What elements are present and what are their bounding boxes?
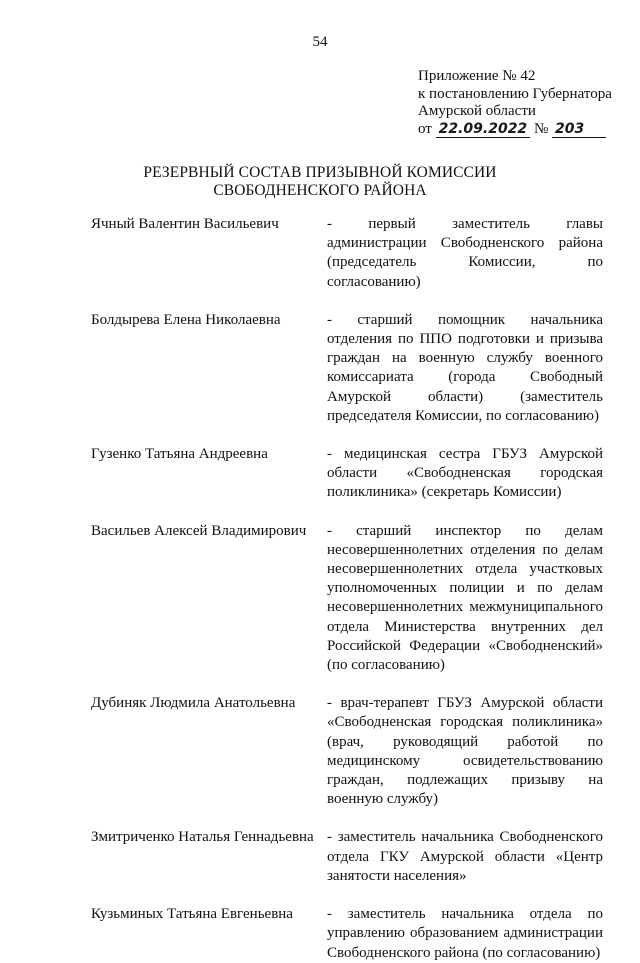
member-row bbox=[91, 311, 603, 426]
member-row bbox=[91, 445, 603, 503]
member-name: Змитриченко Наталья Геннадьевна bbox=[91, 829, 314, 846]
member-role: - заместитель начальника отдела по управлению образованием администрации Свободненского района (по согласованию) bbox=[327, 906, 603, 961]
member-row bbox=[91, 828, 603, 886]
appendix-line-3: Амурской области bbox=[418, 103, 536, 119]
member-role: - старший инспектор по делам несовершеннолетних отделения по делам несовершеннолетних отдела участковых уполномоченных полиции и по делам несовершеннолетних межмуниципального отдела Министерства внутренних дел Российской Федерации «Свободненский» (по согласованию) bbox=[327, 522, 603, 674]
handwritten-date: 22.09.2022 bbox=[436, 121, 531, 138]
appendix-line-1: Приложение № 42 bbox=[418, 68, 536, 84]
appendix-block bbox=[418, 68, 612, 138]
title-line-1: РЕЗЕРВНЫЙ СОСТАВ ПРИЗЫВНОЙ КОМИССИИ bbox=[143, 164, 497, 181]
handwritten-number: 203 bbox=[552, 121, 606, 138]
member-role: - первый заместитель главы администрации Свободненского района (председатель Комиссии, по согласованию) bbox=[327, 216, 603, 290]
member-row bbox=[91, 905, 603, 963]
member-name: Гузенко Татьяна Андреевна bbox=[91, 446, 268, 463]
member-name: Ячный Валентин Васильевич bbox=[91, 216, 279, 232]
date-prefix: от bbox=[418, 120, 432, 137]
title-line-2: СВОБОДНЕНСКОГО РАЙОНА bbox=[213, 182, 427, 199]
member-name: Дубиняк Людмила Анатольевна bbox=[91, 695, 296, 712]
member-name: Болдырева Елена Николаевна bbox=[91, 311, 281, 328]
page-number: 54 bbox=[312, 34, 328, 50]
appendix-line-2: к постановлению Губернатора bbox=[418, 85, 612, 102]
member-row bbox=[91, 694, 603, 809]
member-role: - заместитель начальника Свободненского отдела ГКУ Амурской области «Центр занятости населения» bbox=[327, 829, 603, 884]
member-row bbox=[91, 522, 603, 676]
member-name: Кузьминых Татьяна Евгеньевна bbox=[91, 906, 293, 923]
member-name: Васильев Алексей Владимирович bbox=[91, 522, 307, 539]
member-role: - старший помощник начальника отделения по ППО подготовки и призыва граждан на военную службу военного комиссариата (города Свободный Амурской области) (заместитель председателя Комиссии, по согласованию) bbox=[327, 311, 603, 424]
member-row bbox=[91, 215, 603, 292]
member-role: - врач-терапевт ГБУЗ Амурской области «Свободненская городская поликлиника» (врач, руководящий работой по медицинскому освидетельствованию граждан, подлежащих призыву на военную службу) bbox=[327, 695, 603, 808]
appendix-date-line bbox=[418, 121, 612, 139]
number-prefix: № bbox=[533, 120, 549, 137]
member-role: - медицинская сестра ГБУЗ Амурской области «Свободненская городская поликлиника» (секретарь Комиссии) bbox=[327, 446, 603, 501]
document-title bbox=[0, 164, 640, 200]
members-list bbox=[91, 215, 603, 963]
